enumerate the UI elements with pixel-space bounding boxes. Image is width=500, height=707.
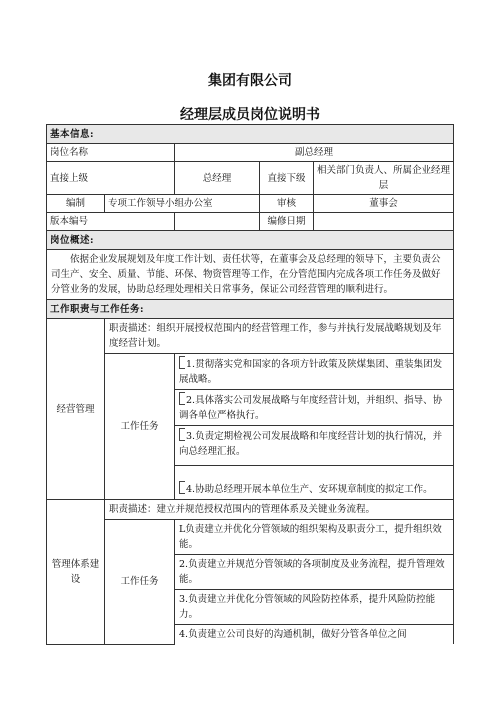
duties-header-row [47, 300, 454, 319]
superior-label: 直接上级 [47, 162, 175, 195]
task-item [175, 625, 454, 645]
establishment-row [47, 195, 454, 213]
bracket-mark [179, 392, 185, 405]
task-text: 1.贯彻落实党和国家的各项方针政策及陕煤集团、重装集团发展战略。 [179, 359, 443, 385]
establishment-value: 专项工作领导小组办公室 [105, 195, 260, 213]
position-name-label: 岗位名称 [47, 144, 175, 162]
edit-date-label: 编修日期 [260, 213, 314, 231]
task-item [175, 466, 454, 500]
bracket-mark [179, 428, 185, 441]
task-item [175, 426, 454, 466]
position-name-value: 副总经理 [175, 144, 454, 162]
overview-header-row [47, 231, 454, 250]
review-label: 审核 [260, 195, 314, 213]
task-label: 工作任务 [105, 354, 175, 500]
task-item [175, 390, 454, 426]
task-item [175, 354, 454, 390]
reporting-row [47, 162, 454, 195]
task-text: 4.协助总经理开展本单位生产、安环规章制度的拟定工作。 [186, 484, 433, 495]
duties-section-label: 工作职责与工作任务: [47, 300, 454, 319]
basic-info-header-row [47, 125, 454, 144]
task-row [47, 520, 454, 555]
bracket-mark [179, 481, 185, 494]
duty-description: 职责描述：建立并规范授权范围内的管理体系及关键业务流程。 [105, 500, 454, 520]
version-row [47, 213, 454, 231]
task-row [47, 354, 454, 390]
superior-value: 总经理 [175, 162, 260, 195]
position-name-row [47, 144, 454, 162]
overview-text: 依据企业发展规划及年度工作计划、责任状等，在董事会及总经理的领导下，主要负责公司生产、安全、质量、节能、环保、物资管理等工作，在分管范围内完成各项工作任务及做好分管业务的发展，协助总经理处理相关日常事务，保证公司经营管理的顺利进行。 [47, 250, 454, 300]
task-text: 2.负责建立并规范分管领域的各项制度及业务流程，提升管理效能。 [179, 559, 445, 585]
task-text: 4.负责建立公司良好的沟通机制，做好分管各单位之间 [179, 629, 407, 640]
duty-description: 职责描述：组织开展授权范围内的经营管理工作，参与并执行发展战略规划及年度经营计划。 [105, 319, 454, 354]
version-value [175, 213, 260, 231]
edit-date-value [314, 213, 454, 231]
task-text: 2.具体落实公司发展战略与年度经营计划，并组织、指导、协调各单位严格执行。 [179, 395, 443, 421]
duty-group-row [47, 319, 454, 354]
task-text: 3.负责定期检视公司发展战略和年度经营计划的执行情况，并向总经理汇报。 [179, 431, 443, 457]
task-item [175, 555, 454, 590]
task-text: 3.负责建立并优化分管领域的风险防控体系，提升风险防控能力。 [179, 594, 436, 620]
overview-section-label: 岗位概述: [47, 231, 454, 250]
overview-row [47, 250, 454, 300]
subordinate-label: 直接下级 [260, 162, 314, 195]
position-description-table [46, 124, 454, 645]
basic-info-section-label: 基本信息: [47, 125, 454, 144]
task-item [175, 590, 454, 625]
duty-group-name: 经营管理 [47, 319, 105, 500]
duty-group-name: 管理体系建设 [47, 500, 105, 645]
establishment-label: 编制 [47, 195, 105, 213]
task-item [175, 520, 454, 555]
review-value: 董事会 [314, 195, 454, 213]
task-text: L负责建立并优化分管领域的组织架构及职责分工，提升组织效能。 [179, 524, 442, 550]
document-title: 经理层成员岗位说明书 [180, 107, 320, 123]
version-label: 版本编号 [47, 213, 175, 231]
subordinate-value: 相关部门负责人、所属企业经理层 [314, 162, 454, 195]
bracket-mark [179, 356, 185, 369]
duty-group-row [47, 500, 454, 520]
company-name: 集团有限公司 [208, 73, 292, 89]
task-label: 工作任务 [105, 520, 175, 645]
